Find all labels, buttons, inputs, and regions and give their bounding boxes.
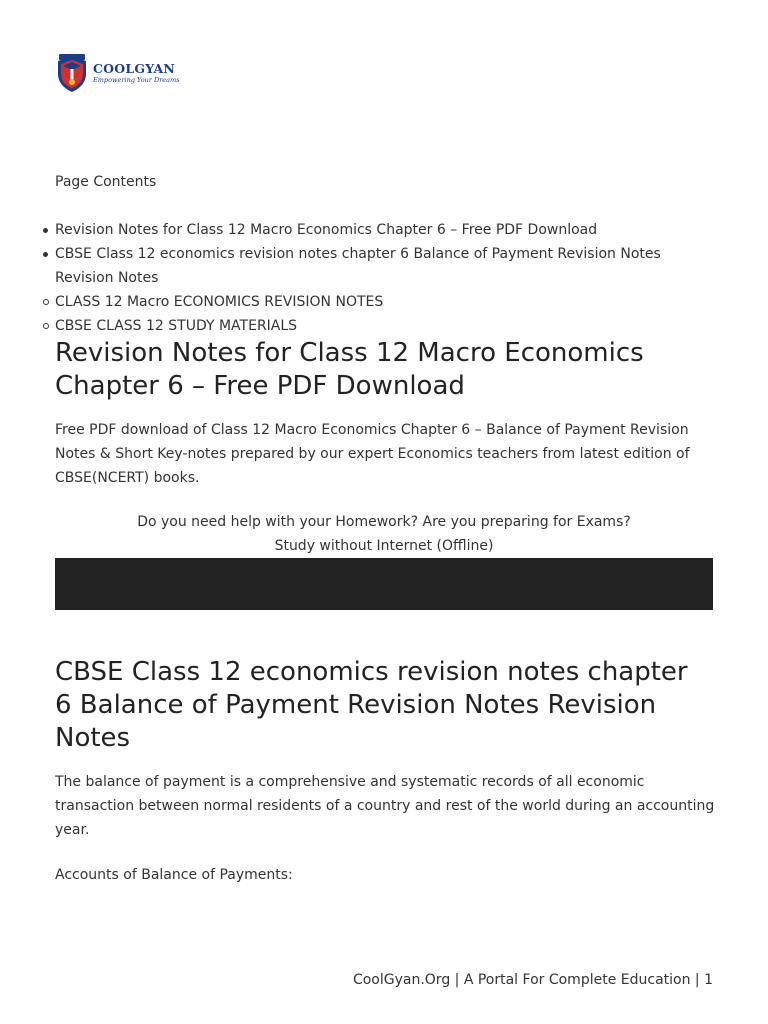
toc-item-label[interactable]: CLASS 12 Macro ECONOMICS REVISION NOTES [55,294,384,310]
graduation-cap-logo-icon [55,52,89,94]
page-title: Revision Notes for Class 12 Macro Economics Chapter 6 – Free PDF Download [55,338,644,401]
logo-tagline: Empowering Your Dreams [93,76,180,84]
accounts-heading: Accounts of Balance of Payments: [55,867,293,883]
homework-cta [55,510,713,558]
toc-item-label[interactable]: CBSE Class 12 economics revision notes chapter 6 Balance of Payment Revision Notes Revision Notes [55,246,661,286]
site-logo[interactable] [55,50,195,96]
toc-subitem[interactable] [55,314,715,338]
toc-item-label[interactable]: CBSE CLASS 12 STUDY MATERIALS [55,318,298,334]
toc-item-label[interactable]: Revision Notes for Class 12 Macro Economics Chapter 6 – Free PDF Download [55,222,598,238]
page-footer: CoolGyan.Org | A Portal For Complete Education | 1 [352,972,713,988]
toc-item[interactable] [55,218,715,242]
intro-paragraph: Free PDF download of Class 12 Macro Economics Chapter 6 – Balance of Payment Revision Notes & Short Key-notes prepared by our expert Economics teachers from latest edition of CBSE(NCERT) books. [55,422,690,486]
toc-item[interactable] [55,242,715,290]
logo-name: COOLGYAN [93,60,176,76]
section-heading: CBSE Class 12 economics revision notes chapter 6 Balance of Payment Revision Notes Revision Notes [55,657,688,753]
toc-title: Page Contents [55,174,157,190]
dark-banner [55,558,713,610]
cta-question: Do you need help with your Homework? Are you preparing for Exams? [137,514,631,530]
table-of-contents [55,218,715,338]
cta-offline-link[interactable]: Study without Internet (Offline) [274,538,494,554]
section-paragraph: The balance of payment is a comprehensive and systematic records of all economic transaction between normal residents of a country and rest of the world during an accounting year. [55,774,715,838]
toc-subitem[interactable] [55,290,715,314]
